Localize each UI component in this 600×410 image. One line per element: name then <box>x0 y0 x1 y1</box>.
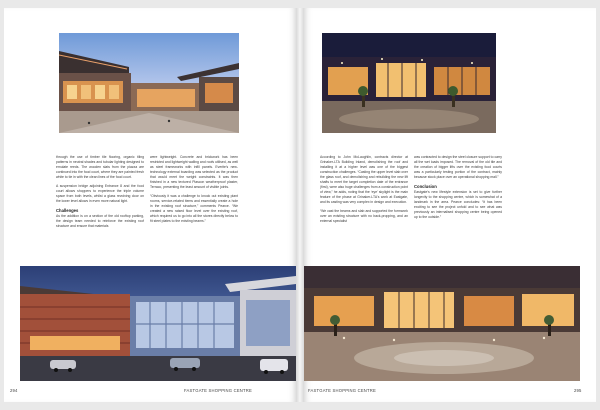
photo-courtyard-night <box>322 33 496 133</box>
right-col2-paragraph-2: Eastgate's new lifestyle extension is set to give further longevity to the shopping centre, which is somewhat of a landmark in the area. Pearce concludes: “It has been exciting to see the project unfold and to see what was previously an internalised shopping centre being opened up to the outside.” <box>414 190 502 219</box>
left-page-number: 294 <box>10 388 18 393</box>
right-page <box>304 8 596 402</box>
left-footer-title: FASTGATE SHOPPING CENTRE <box>184 388 253 393</box>
left-col1-heading-challenges: Challenges <box>56 208 79 213</box>
photo-mall-exterior-dusk <box>59 33 239 133</box>
right-footer-title: FASTGATE SHOPPING CENTRE <box>308 388 377 393</box>
right-text-column-2 <box>414 155 502 224</box>
mall-exterior-dusk-illustration <box>59 33 239 133</box>
photo-plaza-dusk <box>304 266 580 381</box>
right-page-number: 295 <box>574 388 582 393</box>
right-col2-heading-conclusion: Conclusion <box>414 184 437 189</box>
left-col1-paragraph-1: through the use of timber tile flooring, organic tiling patterns in neutral shades and tubular lighting designed to emulate reeds. The wooden slats from the piazza are continued into the food court, where they are painted fresh white to tie in with the clean lines of the food court. <box>56 155 144 179</box>
right-text-column-1 <box>320 155 408 228</box>
right-col1-paragraph-1: According to John McLaughlin, contracts director at Grinaker-LTA Building Inland, demolishing the roof and installing it at a higher level was one of the biggest construction challenges. “Casting the upper level slab over the glass roof, and demolishing and rebuilding the new lift shafts to meet the target completion date of the entrance (first), were also huge challenges from a construction point of view,” he adds, noting that the ‘eye’ skylight is the main feature of the phase at Grinaker-LTA's work at Eastgate, and its casting was very complex in design and execution. <box>320 155 408 204</box>
left-col1-paragraph-2: A suspension bridge adjoining Entrance 8 and the food court allows shoppers to experience the triple volume space from both levels, whilst a glass revolving door on the lower level allows in even more natural light. <box>56 184 144 203</box>
photo-mall-parking-dusk <box>20 266 296 381</box>
book-gutter <box>296 8 304 402</box>
courtyard-night-illustration <box>322 33 496 133</box>
left-col2-paragraph-2: “Obviously it was a challenge to knock out existing plant rooms, service-related items and essentially create a hole in the existing roof structure,” comments Pearce. “We created a new raised floor level over the existing roof, which required us to go into all the stores directly below to fit steel plates to the existing beams.” <box>150 194 238 223</box>
mall-parking-illustration <box>20 266 296 381</box>
right-col1-paragraph-2: “We cast the beams and slab and supported the formwork over an existing structure with no back-propping, and an external specialist <box>320 209 408 223</box>
left-col2-paragraph-1: were lightweight. Concrete and brickwork has been restricted and lightweight walling and roofs utilised, as well as steel frameworks with infill panels. Everite's new-technology external boarding was selected as the product that would meet the weight constraints. It was then finished in a new textured Plascon weatherproof plaster, Terraco, presenting the least amount of visible joints. <box>150 155 238 189</box>
left-col1-paragraph-3: As the addition is on a section of the old rooftop parking, the design team needed to reinforce the existing roof structure and ensure that materials <box>56 214 144 228</box>
plaza-dusk-illustration <box>304 266 580 381</box>
left-text-column-2 <box>150 155 238 228</box>
left-text-column-1 <box>56 155 144 233</box>
right-col2-paragraph-1: was contracted to design the steel closure support to carry all the wet loads imposed. The removal of the old tile and the creation of bigger lifts over the existing food courts was a particularly testing portion of the contract, mainly because stock place over an operational shopping mall.” <box>414 155 502 179</box>
left-page <box>4 8 296 402</box>
